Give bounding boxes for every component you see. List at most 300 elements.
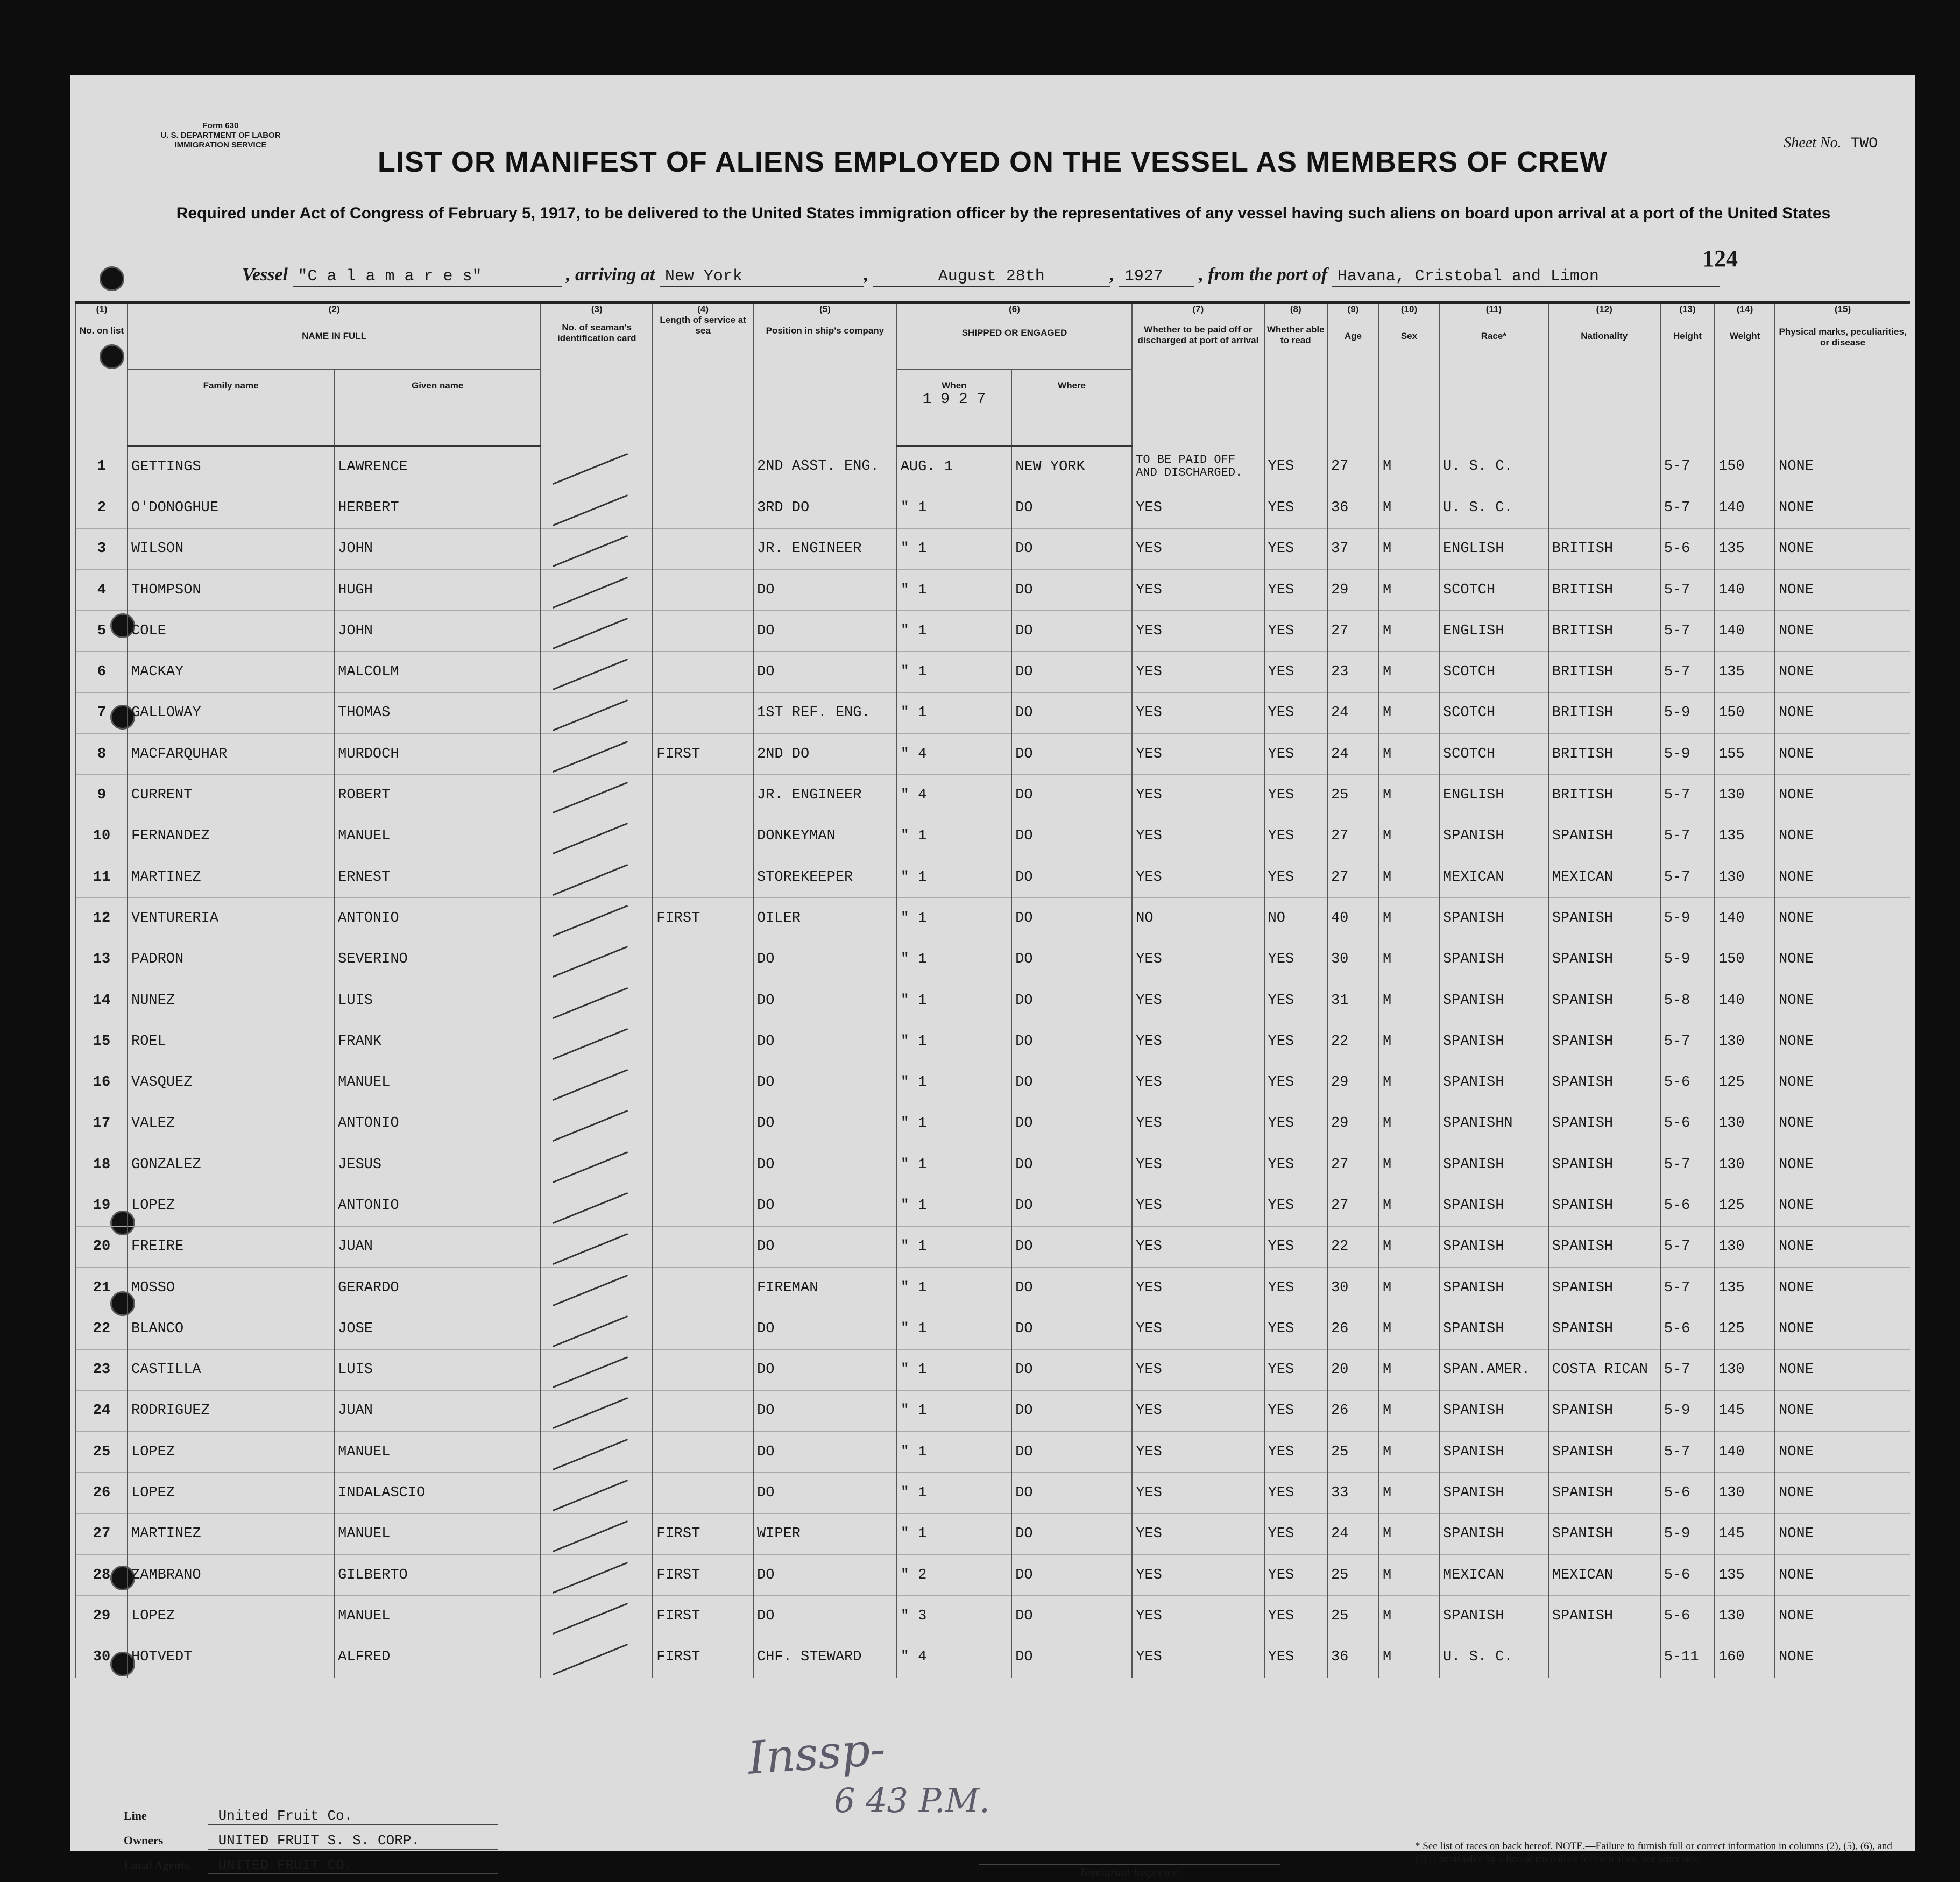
able-to-read: YES bbox=[1264, 857, 1327, 897]
position: DONKEYMAN bbox=[753, 816, 897, 857]
weight: 145 bbox=[1715, 1390, 1775, 1431]
length-of-service bbox=[653, 1226, 753, 1267]
able-to-read: YES bbox=[1264, 692, 1327, 733]
shipped-where: DO bbox=[1011, 816, 1132, 857]
physical-marks: NONE bbox=[1775, 1513, 1910, 1554]
able-to-read: YES bbox=[1264, 1555, 1327, 1596]
position: DO bbox=[753, 652, 897, 692]
nationality: SPANISH bbox=[1548, 1144, 1660, 1185]
physical-marks: NONE bbox=[1775, 734, 1910, 775]
paid-off: YES bbox=[1132, 1513, 1264, 1554]
id-card-check bbox=[541, 1308, 653, 1349]
able-to-read: YES bbox=[1264, 980, 1327, 1021]
shipped-where: DO bbox=[1011, 980, 1132, 1021]
shipped-where: DO bbox=[1011, 1596, 1132, 1637]
family-name: GETTINGS bbox=[128, 446, 334, 487]
row-number: 25 bbox=[76, 1432, 128, 1473]
sex: M bbox=[1379, 1308, 1439, 1349]
weight: 135 bbox=[1715, 816, 1775, 857]
nationality: SPANISH bbox=[1548, 939, 1660, 980]
shipped-where: DO bbox=[1011, 939, 1132, 980]
row-number: 1 bbox=[76, 446, 128, 487]
length-of-service bbox=[653, 528, 753, 569]
physical-marks: NONE bbox=[1775, 652, 1910, 692]
length-of-service: FIRST bbox=[653, 1637, 753, 1678]
row-number: 16 bbox=[76, 1062, 128, 1103]
nationality: SPANISH bbox=[1548, 1432, 1660, 1473]
shipped-when: " 1 bbox=[897, 1144, 1011, 1185]
weight: 130 bbox=[1715, 1103, 1775, 1144]
physical-marks: NONE bbox=[1775, 1062, 1910, 1103]
family-name: LOPEZ bbox=[128, 1596, 334, 1637]
length-of-service: FIRST bbox=[653, 1555, 753, 1596]
nationality: SPANISH bbox=[1548, 1267, 1660, 1308]
arrival-year: 1927 bbox=[1119, 267, 1194, 287]
race: SPAN.AMER. bbox=[1439, 1349, 1548, 1390]
sex: M bbox=[1379, 816, 1439, 857]
header-physical-marks: Physical marks, peculiarities, or disease bbox=[1775, 315, 1910, 446]
paid-off: YES bbox=[1132, 1226, 1264, 1267]
given-name: MANUEL bbox=[334, 1062, 541, 1103]
paid-off: YES bbox=[1132, 1390, 1264, 1431]
sheet-value: TWO bbox=[1850, 136, 1878, 152]
position: 2ND ASST. ENG. bbox=[753, 446, 897, 487]
length-of-service bbox=[653, 980, 753, 1021]
age: 37 bbox=[1327, 528, 1379, 569]
weight: 140 bbox=[1715, 569, 1775, 610]
physical-marks: NONE bbox=[1775, 1473, 1910, 1513]
able-to-read: YES bbox=[1264, 1637, 1327, 1678]
service: IMMIGRATION SERVICE bbox=[174, 140, 267, 150]
shipped-where: DO bbox=[1011, 528, 1132, 569]
physical-marks: NONE bbox=[1775, 1267, 1910, 1308]
family-name: GONZALEZ bbox=[128, 1144, 334, 1185]
weight: 150 bbox=[1715, 939, 1775, 980]
given-name: ROBERT bbox=[334, 775, 541, 816]
nationality: SPANISH bbox=[1548, 1596, 1660, 1637]
race: SPANISH bbox=[1439, 1185, 1548, 1226]
position: DO bbox=[753, 1021, 897, 1062]
shipped-when: " 1 bbox=[897, 692, 1011, 733]
shipped-when: " 1 bbox=[897, 611, 1011, 652]
paid-off: YES bbox=[1132, 1555, 1264, 1596]
id-card-check bbox=[541, 857, 653, 897]
shipped-when: " 1 bbox=[897, 1062, 1011, 1103]
check-mark-icon bbox=[553, 453, 628, 485]
race: SPANISH bbox=[1439, 816, 1548, 857]
race: SPANISH bbox=[1439, 1473, 1548, 1513]
physical-marks: NONE bbox=[1775, 1349, 1910, 1390]
physical-marks: NONE bbox=[1775, 1596, 1910, 1637]
physical-marks: NONE bbox=[1775, 1021, 1910, 1062]
height: 5-7 bbox=[1660, 1144, 1715, 1185]
shipped-where: DO bbox=[1011, 1185, 1132, 1226]
shipped-where: DO bbox=[1011, 1473, 1132, 1513]
header-when-label: When bbox=[942, 380, 967, 391]
col-num-9: (9) bbox=[1327, 303, 1379, 315]
height: 5-6 bbox=[1660, 1308, 1715, 1349]
height: 5-9 bbox=[1660, 898, 1715, 939]
weight: 145 bbox=[1715, 1513, 1775, 1554]
position: JR. ENGINEER bbox=[753, 775, 897, 816]
able-to-read: YES bbox=[1264, 734, 1327, 775]
shipped-when: " 1 bbox=[897, 487, 1011, 528]
height: 5-7 bbox=[1660, 775, 1715, 816]
age: 23 bbox=[1327, 652, 1379, 692]
height: 5-6 bbox=[1660, 1185, 1715, 1226]
length-of-service bbox=[653, 816, 753, 857]
able-to-read: YES bbox=[1264, 1226, 1327, 1267]
nationality bbox=[1548, 446, 1660, 487]
family-name: MACFARQUHAR bbox=[128, 734, 334, 775]
id-card-check bbox=[541, 1390, 653, 1431]
weight: 155 bbox=[1715, 734, 1775, 775]
weight: 150 bbox=[1715, 446, 1775, 487]
form-number: Form 630 bbox=[202, 121, 239, 130]
nationality: SPANISH bbox=[1548, 816, 1660, 857]
id-card-check bbox=[541, 1513, 653, 1554]
family-name: RODRIGUEZ bbox=[128, 1390, 334, 1431]
row-number: 21 bbox=[76, 1267, 128, 1308]
physical-marks: NONE bbox=[1775, 1308, 1910, 1349]
physical-marks: NONE bbox=[1775, 569, 1910, 610]
family-name: FREIRE bbox=[128, 1226, 334, 1267]
shipped-where: DO bbox=[1011, 857, 1132, 897]
paid-off: YES bbox=[1132, 1596, 1264, 1637]
check-mark-icon bbox=[553, 535, 628, 567]
check-mark-icon bbox=[553, 494, 628, 526]
position: 2ND DO bbox=[753, 734, 897, 775]
header-position: Position in ship's company bbox=[753, 315, 897, 446]
position: CHF. STEWARD bbox=[753, 1637, 897, 1678]
sex: M bbox=[1379, 1349, 1439, 1390]
shipped-when: " 1 bbox=[897, 939, 1011, 980]
table-row bbox=[76, 1555, 1910, 1596]
arrival-date: August 28th bbox=[873, 267, 1110, 287]
footer-line bbox=[124, 1808, 1845, 1833]
check-mark-icon bbox=[553, 1069, 628, 1101]
height: 5-9 bbox=[1660, 692, 1715, 733]
id-card-check bbox=[541, 1226, 653, 1267]
check-mark-icon bbox=[553, 1275, 628, 1306]
sex: M bbox=[1379, 1185, 1439, 1226]
shipped-when: " 1 bbox=[897, 1513, 1011, 1554]
sex: M bbox=[1379, 528, 1439, 569]
physical-marks: NONE bbox=[1775, 1390, 1910, 1431]
height: 5-8 bbox=[1660, 980, 1715, 1021]
age: 27 bbox=[1327, 857, 1379, 897]
position: 3RD DO bbox=[753, 487, 897, 528]
age: 30 bbox=[1327, 1267, 1379, 1308]
shipped-where: DO bbox=[1011, 1103, 1132, 1144]
check-mark-icon bbox=[553, 1028, 628, 1060]
weight: 135 bbox=[1715, 528, 1775, 569]
row-number: 18 bbox=[76, 1144, 128, 1185]
shipped-where: DO bbox=[1011, 1637, 1132, 1678]
race: ENGLISH bbox=[1439, 528, 1548, 569]
shipped-when: " 4 bbox=[897, 1637, 1011, 1678]
sex: M bbox=[1379, 980, 1439, 1021]
arriving-port: New York bbox=[660, 267, 864, 287]
check-mark-icon bbox=[553, 946, 628, 978]
line-value: United Fruit Co. bbox=[208, 1808, 498, 1825]
id-card-check bbox=[541, 1555, 653, 1596]
length-of-service: FIRST bbox=[653, 1596, 753, 1637]
header-name-in-full: NAME IN FULL bbox=[128, 315, 541, 369]
family-name: LOPEZ bbox=[128, 1473, 334, 1513]
header-paid-off: Whether to be paid off or discharged at port of arrival bbox=[1132, 315, 1264, 446]
height: 5-7 bbox=[1660, 611, 1715, 652]
given-name: LUIS bbox=[334, 1349, 541, 1390]
race: SPANISH bbox=[1439, 1062, 1548, 1103]
vessel-label: Vessel bbox=[242, 265, 288, 285]
height: 5-7 bbox=[1660, 1267, 1715, 1308]
race: MEXICAN bbox=[1439, 857, 1548, 897]
row-number: 4 bbox=[76, 569, 128, 610]
row-number: 13 bbox=[76, 939, 128, 980]
family-name: THOMPSON bbox=[128, 569, 334, 610]
shipped-where: DO bbox=[1011, 611, 1132, 652]
paid-off: NO bbox=[1132, 898, 1264, 939]
able-to-read: YES bbox=[1264, 816, 1327, 857]
race: SPANISH bbox=[1439, 1432, 1548, 1473]
sex: M bbox=[1379, 1267, 1439, 1308]
able-to-read: YES bbox=[1264, 1062, 1327, 1103]
row-number: 27 bbox=[76, 1513, 128, 1554]
table-row bbox=[76, 1390, 1910, 1431]
height: 5-7 bbox=[1660, 487, 1715, 528]
weight: 130 bbox=[1715, 1226, 1775, 1267]
able-to-read: YES bbox=[1264, 1513, 1327, 1554]
shipped-when: " 1 bbox=[897, 857, 1011, 897]
row-number: 15 bbox=[76, 1021, 128, 1062]
table-row bbox=[76, 1596, 1910, 1637]
shipped-where: DO bbox=[1011, 1513, 1132, 1554]
physical-marks: NONE bbox=[1775, 487, 1910, 528]
sex: M bbox=[1379, 898, 1439, 939]
given-name: THOMAS bbox=[334, 692, 541, 733]
row-number: 3 bbox=[76, 528, 128, 569]
col-num-7: (7) bbox=[1132, 303, 1264, 315]
position: DO bbox=[753, 1103, 897, 1144]
physical-marks: NONE bbox=[1775, 857, 1910, 897]
id-card-check bbox=[541, 1185, 653, 1226]
length-of-service bbox=[653, 1062, 753, 1103]
inspector-signature: Inssp- bbox=[746, 1722, 887, 1785]
id-card-check bbox=[541, 611, 653, 652]
given-name: HERBERT bbox=[334, 487, 541, 528]
paid-off: YES bbox=[1132, 939, 1264, 980]
paid-off: YES bbox=[1132, 734, 1264, 775]
paid-off: YES bbox=[1132, 980, 1264, 1021]
able-to-read: YES bbox=[1264, 1144, 1327, 1185]
age: 33 bbox=[1327, 1473, 1379, 1513]
shipped-when: " 1 bbox=[897, 1349, 1011, 1390]
department: U. S. DEPARTMENT OF LABOR bbox=[160, 131, 281, 140]
paid-off: YES bbox=[1132, 1473, 1264, 1513]
col-num-14: (14) bbox=[1715, 303, 1775, 315]
length-of-service bbox=[653, 1144, 753, 1185]
header-where: Where bbox=[1011, 369, 1132, 446]
nationality: MEXICAN bbox=[1548, 857, 1660, 897]
length-of-service bbox=[653, 1390, 753, 1431]
table-row bbox=[76, 898, 1910, 939]
given-name: GILBERTO bbox=[334, 1555, 541, 1596]
nationality: BRITISH bbox=[1548, 692, 1660, 733]
given-name: ALFRED bbox=[334, 1637, 541, 1678]
nationality: SPANISH bbox=[1548, 1185, 1660, 1226]
id-card-check bbox=[541, 980, 653, 1021]
sex: M bbox=[1379, 775, 1439, 816]
given-name: JESUS bbox=[334, 1144, 541, 1185]
length-of-service bbox=[653, 1185, 753, 1226]
shipped-when: " 1 bbox=[897, 1103, 1011, 1144]
length-of-service bbox=[653, 652, 753, 692]
header-shipped-engaged: SHIPPED OR ENGAGED bbox=[897, 315, 1132, 369]
col-num-1: (1) bbox=[76, 303, 128, 315]
sex: M bbox=[1379, 692, 1439, 733]
table-row bbox=[76, 1513, 1910, 1554]
able-to-read: YES bbox=[1264, 611, 1327, 652]
row-number: 22 bbox=[76, 1308, 128, 1349]
family-name: VALEZ bbox=[128, 1103, 334, 1144]
paid-off: TO BE PAID OFF AND DISCHARGED. bbox=[1132, 446, 1264, 487]
paid-off: YES bbox=[1132, 1349, 1264, 1390]
able-to-read: YES bbox=[1264, 652, 1327, 692]
age: 29 bbox=[1327, 1062, 1379, 1103]
col-num-3: (3) bbox=[541, 303, 653, 315]
age: 27 bbox=[1327, 1185, 1379, 1226]
header-age: Age bbox=[1327, 315, 1379, 446]
length-of-service bbox=[653, 692, 753, 733]
id-card-check bbox=[541, 528, 653, 569]
height: 5-6 bbox=[1660, 1473, 1715, 1513]
able-to-read: YES bbox=[1264, 1021, 1327, 1062]
able-to-read: YES bbox=[1264, 528, 1327, 569]
page-subtitle: Required under Act of Congress of February 5, 1917, to be delivered to the United States immigration officer by the representatives of any vessel having such aliens on board upon arrival at a port of the United States bbox=[176, 204, 1831, 222]
race: SCOTCH bbox=[1439, 652, 1548, 692]
height: 5-9 bbox=[1660, 734, 1715, 775]
id-card-check bbox=[541, 734, 653, 775]
shipped-when: " 1 bbox=[897, 569, 1011, 610]
length-of-service bbox=[653, 1473, 753, 1513]
race: SPANISH bbox=[1439, 1390, 1548, 1431]
nationality: COSTA RICAN bbox=[1548, 1349, 1660, 1390]
weight: 160 bbox=[1715, 1637, 1775, 1678]
age: 36 bbox=[1327, 487, 1379, 528]
vessel-info: Vessel "C a l a m a r e s" , arriving at New York , August 28th , 1927 , from the port of Havana, Cristobal and Limon bbox=[242, 265, 1856, 287]
table-row bbox=[76, 857, 1910, 897]
age: 27 bbox=[1327, 1144, 1379, 1185]
family-name: MARTINEZ bbox=[128, 857, 334, 897]
arriving-label: , arriving at bbox=[566, 265, 655, 285]
given-name: JUAN bbox=[334, 1390, 541, 1431]
position: WIPER bbox=[753, 1513, 897, 1554]
age: 25 bbox=[1327, 775, 1379, 816]
length-of-service bbox=[653, 1267, 753, 1308]
position: OILER bbox=[753, 898, 897, 939]
able-to-read: YES bbox=[1264, 569, 1327, 610]
table-row bbox=[76, 734, 1910, 775]
sex: M bbox=[1379, 1596, 1439, 1637]
physical-marks: NONE bbox=[1775, 1144, 1910, 1185]
race: ENGLISH bbox=[1439, 611, 1548, 652]
race: SPANISH bbox=[1439, 1513, 1548, 1554]
weight: 130 bbox=[1715, 1021, 1775, 1062]
family-name: NUNEZ bbox=[128, 980, 334, 1021]
col-num-6: (6) bbox=[897, 303, 1132, 315]
paid-off: YES bbox=[1132, 1103, 1264, 1144]
shipped-when: AUG. 1 bbox=[897, 446, 1011, 487]
position: DO bbox=[753, 1226, 897, 1267]
row-number: 28 bbox=[76, 1555, 128, 1596]
row-number: 7 bbox=[76, 692, 128, 733]
weight: 125 bbox=[1715, 1062, 1775, 1103]
sex: M bbox=[1379, 1062, 1439, 1103]
table-row bbox=[76, 1267, 1910, 1308]
check-mark-icon bbox=[553, 1233, 628, 1265]
header-family-name: Family name bbox=[128, 369, 334, 446]
given-name: MANUEL bbox=[334, 1596, 541, 1637]
table-row bbox=[76, 569, 1910, 610]
age: 40 bbox=[1327, 898, 1379, 939]
family-name: GALLOWAY bbox=[128, 692, 334, 733]
paid-off: YES bbox=[1132, 487, 1264, 528]
age: 29 bbox=[1327, 569, 1379, 610]
race: U. S. C. bbox=[1439, 446, 1548, 487]
shipped-where: DO bbox=[1011, 652, 1132, 692]
check-mark-icon bbox=[553, 987, 628, 1019]
nationality: BRITISH bbox=[1548, 528, 1660, 569]
paid-off: YES bbox=[1132, 1637, 1264, 1678]
header-length-of-service: Length of service at sea bbox=[653, 315, 753, 446]
able-to-read: YES bbox=[1264, 1103, 1327, 1144]
family-name: BLANCO bbox=[128, 1308, 334, 1349]
table-row bbox=[76, 816, 1910, 857]
age: 26 bbox=[1327, 1390, 1379, 1431]
inspector-label: Immigrant Inspector. bbox=[979, 1864, 1280, 1879]
shipped-when: " 1 bbox=[897, 1226, 1011, 1267]
given-name: LUIS bbox=[334, 980, 541, 1021]
position: DO bbox=[753, 939, 897, 980]
paid-off: YES bbox=[1132, 1432, 1264, 1473]
footnote: * See list of races on back hereof. NOTE.—Failure to furnish full or correct information in columns (2), (5), (6), and (7) is punishable by a fine of ten dollars for each alien. See other side. bbox=[1415, 1841, 1892, 1865]
paid-off: YES bbox=[1132, 1144, 1264, 1185]
header-able-to-read: Whether able to read bbox=[1264, 315, 1327, 446]
given-name: ERNEST bbox=[334, 857, 541, 897]
check-mark-icon bbox=[553, 864, 628, 896]
given-name: MALCOLM bbox=[334, 652, 541, 692]
shipped-where: NEW YORK bbox=[1011, 446, 1132, 487]
sex: M bbox=[1379, 1555, 1439, 1596]
shipped-where: DO bbox=[1011, 1267, 1132, 1308]
length-of-service: FIRST bbox=[653, 734, 753, 775]
given-name: JUAN bbox=[334, 1226, 541, 1267]
age: 25 bbox=[1327, 1555, 1379, 1596]
inspector-time: 6 43 P.M. bbox=[834, 1781, 990, 1820]
family-name: LOPEZ bbox=[128, 1432, 334, 1473]
age: 24 bbox=[1327, 1513, 1379, 1554]
manifest-table-wrap bbox=[75, 301, 1910, 1678]
able-to-read: YES bbox=[1264, 1185, 1327, 1226]
race: SCOTCH bbox=[1439, 734, 1548, 775]
family-name: MOSSO bbox=[128, 1267, 334, 1308]
weight: 135 bbox=[1715, 1555, 1775, 1596]
shipped-when: " 3 bbox=[897, 1596, 1011, 1637]
table-row bbox=[76, 939, 1910, 980]
height: 5-7 bbox=[1660, 1432, 1715, 1473]
id-card-check bbox=[541, 775, 653, 816]
